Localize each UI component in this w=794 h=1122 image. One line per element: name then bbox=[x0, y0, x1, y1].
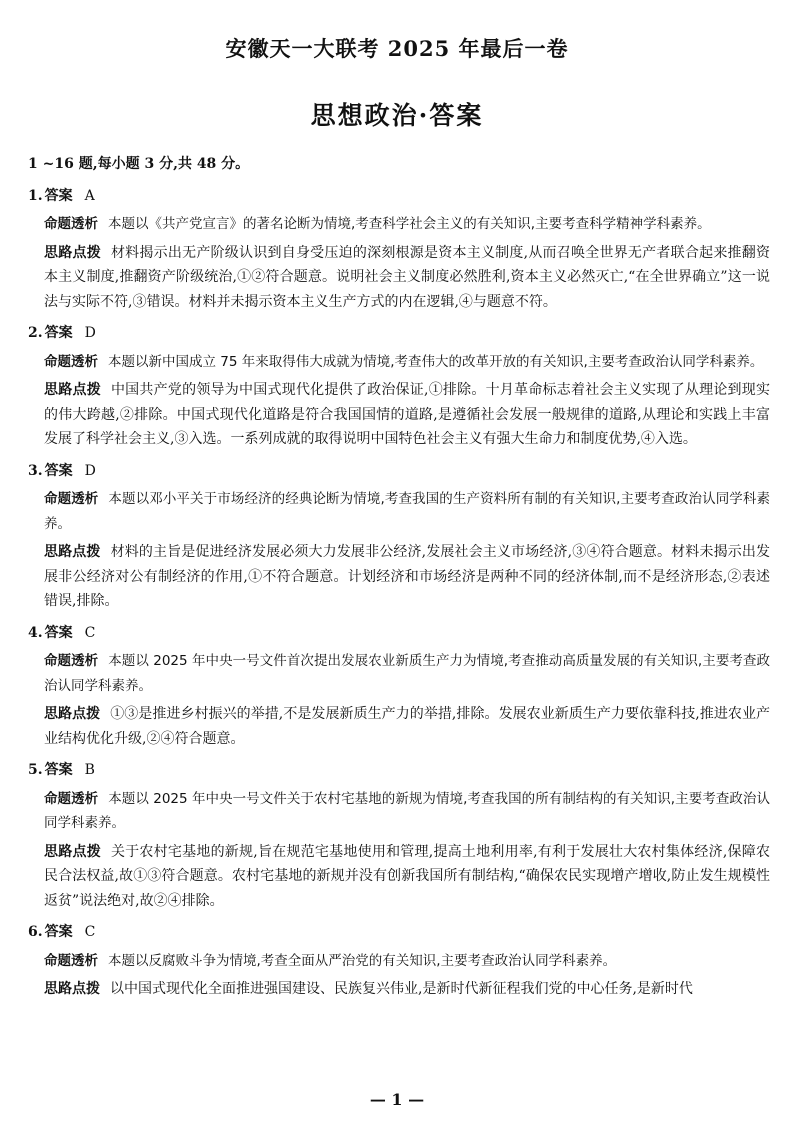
question-answer-line bbox=[28, 459, 770, 484]
answer-label: 答案 bbox=[44, 325, 73, 341]
question-list bbox=[28, 184, 770, 1002]
analysis-paragraph bbox=[28, 649, 770, 698]
hint-label: 思路点拨 bbox=[44, 544, 101, 560]
page-title: 安徽天一大联考 2025 年最后一卷 bbox=[225, 36, 569, 61]
answer-label: 答案 bbox=[44, 924, 73, 940]
question-number: 4. bbox=[28, 624, 43, 641]
analysis-label: 命题透析 bbox=[44, 790, 99, 807]
answer-choice: A bbox=[84, 187, 95, 204]
hint-label: 思路点拨 bbox=[44, 706, 101, 722]
hint-paragraph bbox=[28, 241, 770, 315]
page-subtitle: 思想政治·答案 bbox=[310, 101, 484, 130]
analysis-paragraph bbox=[28, 487, 770, 536]
answer-choice: C bbox=[84, 624, 96, 641]
question-number: 5. bbox=[28, 762, 43, 778]
analysis-paragraph bbox=[28, 787, 770, 836]
hint-text: 以中国式现代化全面推进强国建设、民族复兴伟业,是新时代新征程我们党的中心任务,是新时代 bbox=[110, 981, 693, 997]
answer-choice: C bbox=[84, 924, 96, 940]
analysis-text: 本题以邓小平关于市场经济的经典论断为情境,考查我国的生产资料所有制的有关知识,主要考查政治认同学科素养。 bbox=[44, 491, 771, 532]
hint-paragraph bbox=[28, 540, 770, 614]
question-answer-line bbox=[28, 621, 770, 646]
analysis-label: 命题透析 bbox=[44, 952, 98, 969]
question-item bbox=[28, 758, 770, 913]
hint-label: 思路点拨 bbox=[44, 244, 101, 261]
question-answer-line bbox=[28, 321, 770, 346]
answer-choice: B bbox=[84, 762, 95, 778]
question-answer-line bbox=[28, 184, 770, 209]
question-item bbox=[28, 459, 770, 614]
hint-text: ①③是推进乡村振兴的举措,不是发展新质生产力的举措,排除。发展农业新质生产力要依靠科技,推进农业产业结构优化升级,②④符合题意。 bbox=[44, 706, 770, 747]
hint-label: 思路点拨 bbox=[44, 843, 101, 860]
hint-label: 思路点拨 bbox=[44, 981, 100, 997]
page-number: — 1 — bbox=[369, 1090, 425, 1109]
hint-label: 思路点拨 bbox=[44, 382, 101, 398]
question-answer-line bbox=[28, 758, 770, 783]
answer-content bbox=[28, 152, 770, 1002]
answer-choice: D bbox=[84, 325, 96, 341]
hint-paragraph bbox=[28, 702, 770, 751]
section-intro: 1 ~16 题,每小题 3 分,共 48 分。 bbox=[28, 156, 250, 172]
answer-label: 答案 bbox=[44, 187, 73, 204]
analysis-text: 本题以《共产党宣言》的著名论断为情境,考查科学社会主义的有关知识,主要考查科学精神学科素养。 bbox=[108, 216, 711, 232]
analysis-paragraph bbox=[28, 949, 770, 974]
question-item bbox=[28, 321, 770, 452]
analysis-label: 命题透析 bbox=[44, 216, 98, 232]
question-number: 2. bbox=[28, 325, 43, 341]
analysis-label: 命题透析 bbox=[44, 653, 99, 669]
question-item bbox=[28, 184, 770, 315]
hint-text: 中国共产党的领导为中国式现代化提供了政治保证,①排除。十月革命标志着社会主义实现了从理论到现实的伟大跨越,②排除。中国式现代化道路是符合我国国情的道路,是遵循社会发展一般规律的道路,从理论和实践上丰富发展了科学社会主义,③入选。一系列成就的取得说明中国特色社会主义有强大生命力和制度优势,④入选。 bbox=[44, 382, 771, 447]
analysis-text: 本题以 2025 年中央一号文件首次提出发展农业新质生产力为情境,考查推动高质量发展的有关知识,主要考查政治认同学科素养。 bbox=[44, 653, 770, 694]
analysis-paragraph bbox=[28, 350, 770, 375]
question-number: 6. bbox=[28, 924, 43, 940]
hint-paragraph bbox=[28, 977, 770, 1002]
answer-choice: D bbox=[84, 462, 96, 479]
hint-paragraph bbox=[28, 840, 770, 914]
question-item bbox=[28, 920, 770, 1002]
hint-text: 材料的主旨是促进经济发展必须大力发展非公经济,发展社会主义市场经济,③④符合题意。材料未揭示出发展非公经济对公有制经济的作用,①不符合题意。计划经济和市场经济是两种不同的经济体制,而不是经济形态,②表述错误,排除。 bbox=[44, 544, 770, 609]
question-answer-line bbox=[28, 920, 770, 945]
question-item bbox=[28, 621, 770, 752]
analysis-label: 命题透析 bbox=[44, 353, 98, 370]
hint-paragraph bbox=[28, 378, 770, 452]
question-number: 3. bbox=[28, 462, 43, 479]
analysis-text: 本题以反腐败斗争为情境,考查全面从严治党的有关知识,主要考查政治认同学科素养。 bbox=[108, 952, 617, 969]
answer-label: 答案 bbox=[44, 624, 73, 641]
answer-label: 答案 bbox=[44, 462, 73, 479]
analysis-label: 命题透析 bbox=[44, 491, 99, 507]
analysis-text: 本题以 2025 年中央一号文件关于农村宅基地的新规为情境,考查我国的所有制结构的有关知识,主要考查政治认同学科素养。 bbox=[44, 790, 770, 831]
analysis-paragraph bbox=[28, 212, 770, 237]
hint-text: 关于农村宅基地的新规,旨在规范宅基地使用和管理,提高土地利用率,有利于发展壮大农村集体经济,保障农民合法权益,故①③符合题意。农村宅基地的新规并没有创新我国所有制结构,“确保农民实现增产增收,防止发生规模性返贫”说法绝对,故②④排除。 bbox=[44, 843, 770, 909]
hint-text: 材料揭示出无产阶级认识到自身受压迫的深刻根源是资本主义制度,从而召唤全世界无产者联合起来推翻资本主义制度,推翻资产阶级统治,①②符合题意。说明社会主义制度必然胜利,资本主义必然灭亡,“在全世界确立”这一说法与实际不符,③错误。材料并未揭示资本主义生产方式的内在逻辑,④与题意不符。 bbox=[44, 244, 771, 310]
analysis-text: 本题以新中国成立 75 年来取得伟大成就为情境,考查伟大的改革开放的有关知识,主要考查政治认同学科素养。 bbox=[108, 353, 764, 370]
question-number: 1. bbox=[28, 187, 43, 204]
answer-label: 答案 bbox=[44, 762, 73, 778]
